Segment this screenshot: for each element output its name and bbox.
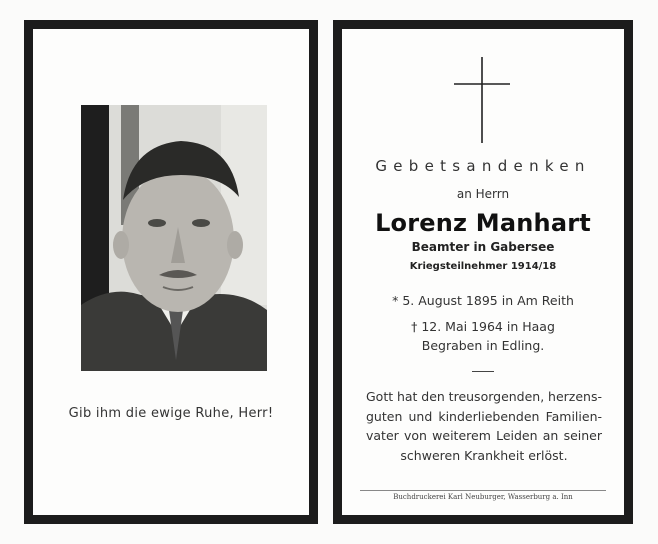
verse-word: und [408, 408, 433, 424]
deceased-name: Lorenz Manhart [375, 209, 591, 237]
birth-line: * 5. August 1895 in Am Reith [392, 293, 574, 308]
verse-word: Gott [366, 389, 394, 404]
verse-word: kinderliebenden [438, 408, 540, 424]
left-card-border [24, 20, 318, 524]
verse-word: schweren Krankheit erlöst. [400, 447, 568, 463]
prayer-text: Gib ihm die ewige Ruhe, Herr! [68, 406, 274, 421]
verse-line [366, 426, 602, 446]
portrait-photo [81, 105, 267, 371]
footer-rule [360, 490, 606, 491]
right-card [342, 29, 624, 515]
heading: Gebetsandenken [375, 157, 591, 175]
service-note: Kriegsteilnehmer 1914/18 [409, 261, 557, 272]
verse-line [366, 407, 602, 427]
right-card-border [333, 20, 633, 524]
verse-word: herzens- [548, 389, 602, 404]
separator [472, 371, 494, 372]
verse-line [366, 387, 602, 407]
verse-word: guten [366, 408, 403, 424]
verse-word: an [542, 428, 559, 443]
occupation: Beamter in Gabersee [411, 240, 555, 254]
verse-word: weiterem [432, 428, 491, 443]
left-card [33, 29, 309, 515]
verse-word: von [404, 428, 427, 443]
verse-word: Familien- [545, 408, 602, 424]
death-line: † 12. Mai 1964 in Haag [411, 319, 555, 334]
verse-word: Leiden [496, 428, 538, 443]
printer-imprint: Buchdruckerei Karl Neuburger, Wasserburg a. Inn [393, 493, 573, 501]
verse-word: den [421, 389, 445, 404]
memorial-verse [366, 387, 602, 465]
verse-word: seiner [563, 428, 602, 443]
burial-line: Begraben in Edling. [421, 338, 545, 353]
cross-icon [452, 57, 512, 143]
salutation: an Herrn [456, 187, 510, 201]
portrait-image [81, 105, 267, 371]
verse-word: vater [366, 428, 399, 443]
verse-line [366, 446, 602, 466]
verse-word: treusorgenden, [448, 389, 545, 404]
verse-word: hat [396, 389, 418, 404]
